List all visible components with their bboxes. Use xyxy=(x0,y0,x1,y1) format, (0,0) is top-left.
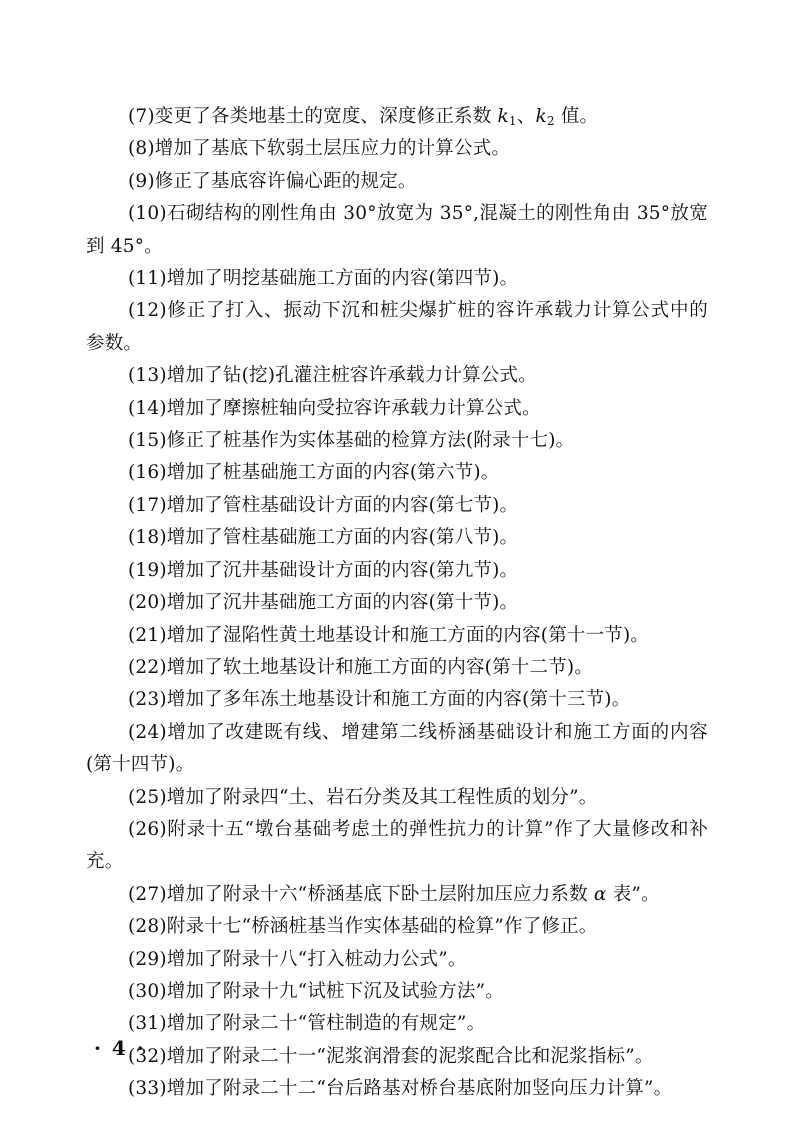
list-item-27: (27)增加了附录十六“桥涵基底下卧土层附加压应力系数 α 表”。 xyxy=(128,883,660,905)
list-item-9: (9)修正了基底容许偏心距的规定。 xyxy=(128,170,417,192)
list-item-23: (23)增加了多年冻土地基设计和施工方面的内容(第十三节)。 xyxy=(128,689,631,711)
list-item-16: (16)增加了桩基础施工方面的内容(第六节)。 xyxy=(128,462,500,484)
page-number: · 4 · xyxy=(94,1036,146,1060)
list-item-26: (26)附录十五“墩台基础考虑土的弹性抗力的计算”作了大量修改和补充。 xyxy=(86,818,708,873)
list-item-17: (17)增加了管柱基础设计方面的内容(第七节)。 xyxy=(128,494,519,516)
list-item-19: (19)增加了沉井基础设计方面的内容(第九节)。 xyxy=(128,559,519,581)
list-item-10: (10)石砌结构的刚性角由 30°放宽为 35°,混凝土的刚性角由 35°放宽到 45°。 xyxy=(86,203,708,257)
list-item-24: (24)增加了改建既有线、增建第二线桥涵基础设计和施工方面的内容(第十四节)。 xyxy=(86,721,708,776)
math-alpha: α xyxy=(593,883,607,905)
list-item-15: (15)修正了桩基作为实体基础的检算方法(附录十七)。 xyxy=(128,430,575,452)
revision-list xyxy=(86,101,708,1106)
list-item-32: (32)增加了附录二十一“泥浆润滑套的泥浆配合比和泥浆指标”。 xyxy=(128,1045,654,1067)
list-item-29: (29)增加了附录十八“打入桩动力公式”。 xyxy=(128,948,467,970)
list-item-33: (33)增加了附录二十二“台后路基对桥台基底附加竖向压力计算”。 xyxy=(128,1078,673,1100)
math-k2: $k_2$ xyxy=(535,106,555,128)
list-item-31: (31)增加了附录二十“管柱制造的有规定”。 xyxy=(128,1013,486,1035)
list-item-30: (30)增加了附录十九“试桩下沉及试验方法”。 xyxy=(128,980,504,1002)
list-item-11: (11)增加了明挖基础施工方面的内容(第四节)。 xyxy=(128,268,519,290)
list-item-8: (8)增加了基底下软弱土层压应力的计算公式。 xyxy=(128,138,511,160)
list-item-13: (13)增加了钻(挖)孔灌注桩容许承载力计算公式。 xyxy=(128,365,537,387)
list-item-28: (28)附录十七“桥涵桩基当作实体基础的检算”作了修正。 xyxy=(128,916,598,938)
list-item-20: (20)增加了沉井基础施工方面的内容(第十节)。 xyxy=(128,592,519,614)
list-item-25: (25)增加了附录四“土、岩石分类及其工程性质的划分”。 xyxy=(128,786,598,808)
list-item-22: (22)增加了软土地基设计和施工方面的内容(第十二节)。 xyxy=(128,656,594,678)
math-k1: $k_1$ xyxy=(497,106,517,128)
list-item-21: (21)增加了湿陷性黄土地基设计和施工方面的内容(第十一节)。 xyxy=(128,624,650,646)
list-item-7: (7)变更了各类地基土的宽度、深度修正系数 $k_1$、$k_2$ 值。 xyxy=(128,106,599,128)
list-item-18: (18)增加了管柱基础施工方面的内容(第八节)。 xyxy=(128,527,519,549)
list-item-12: (12)修正了打入、振动下沉和桩尖爆扩桩的容许承载力计算公式中的参数。 xyxy=(86,300,708,354)
list-item-14: (14)增加了摩擦桩轴向受拉容许承载力计算公式。 xyxy=(128,397,541,419)
